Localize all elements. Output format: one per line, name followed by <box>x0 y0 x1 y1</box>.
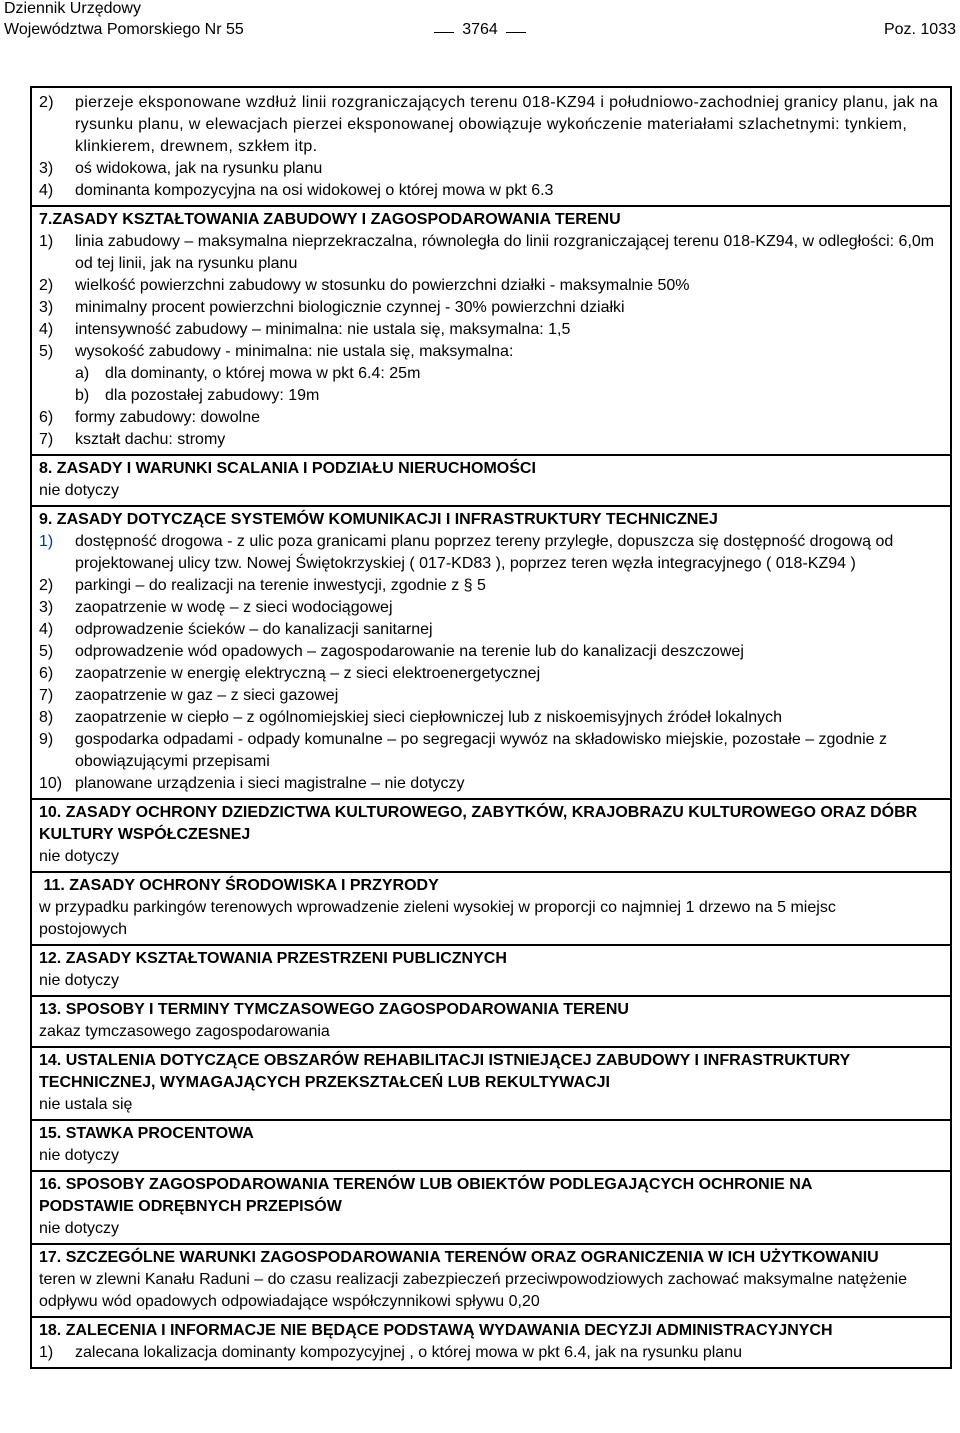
section-6-continued <box>30 86 952 207</box>
list-item: 5) odprowadzenie wód opadowych – zagospodarowanie na terenie lub do kanalizacji deszczowej <box>39 643 744 660</box>
section-13 <box>30 995 952 1048</box>
section-title: 14. USTALENIA DOTYCZĄCE OBSZARÓW REHABILITACJI ISTNIEJĄCEJ ZABUDOWY I INFRASTRUKTURY TECHNICZNEJ, WYMAGAJĄCYCH PRZEKSZTAŁCEŃ LUB REKULTYWACJI <box>39 1052 850 1091</box>
list-item: 4) odprowadzenie ścieków – do kanalizacji sanitarnej <box>39 621 433 638</box>
section-title: 9. ZASADY DOTYCZĄCE SYSTEMÓW KOMUNIKACJI I INFRASTRUKTURY TECHNICZNEJ <box>39 511 718 528</box>
position-number: Poz. 1033 <box>883 21 956 38</box>
section-12 <box>30 944 952 997</box>
list-item: 3) minimalny procent powierzchni biologicznie czynnej - 30% powierzchni działki <box>39 299 625 316</box>
journal-name: Dziennik Urzędowy <box>4 0 141 17</box>
list-item: 1) dostępność drogowa - z ulic poza granicami planu poprzez tereny przyległe, dopuszcza się dostępność drogową od projektowanej ulicy tzw. Nowej Świętokrzyskiej ( 017-KD83 ), poprzez teren węzła integracyjnego ( 018-KZ94 ) <box>39 533 894 572</box>
section-body: nie dotyczy <box>39 482 120 499</box>
section-body: nie dotyczy <box>39 972 120 989</box>
section-body: nie dotyczy <box>39 848 120 865</box>
list-item: 9) gospodarka odpadami - odpady komunalne – po segregacji wywóz na składowisko miejskie, pozostałe – zgodnie z obowiązującymi przepisami <box>39 731 888 770</box>
section-body: nie dotyczy <box>39 1147 120 1164</box>
list-item: 1) linia zabudowy – maksymalna nieprzekraczalna, równoległa do linii rozgraniczającej terenu 018-KZ94, w odległości: 6,0m od tej linii, jak na rysunku planu <box>39 233 935 272</box>
page-number: 3764 <box>420 21 540 39</box>
section-title: 17. SZCZEGÓLNE WARUNKI ZAGOSPODAROWANIA TERENÓW ORAZ OGRANICZENIA W ICH UŻYTKOWANIU <box>39 1249 879 1266</box>
sub-item: a) dla dominanty, o której mowa w pkt 6.4: 25m <box>75 365 421 382</box>
document-body <box>30 88 952 1369</box>
section-title: 7.ZASADY KSZTAŁTOWANIA ZABUDOWY I ZAGOSPODAROWANIA TERENU <box>39 211 621 228</box>
section-8 <box>30 454 952 507</box>
section-7 <box>30 205 952 456</box>
section-body: zakaz tymczasowego zagospodarowania <box>39 1023 330 1040</box>
list-item: 3) zaopatrzenie w wodę – z sieci wodociągowej <box>39 599 393 616</box>
section-body: teren w zlewni Kanału Raduni – do czasu realizacji zabezpieczeń przeciwpowodziowych zachować maksymalne natężenie odpływu wód opadowych odpowiadające współczynnikowi spływu 0,20 <box>39 1271 908 1310</box>
section-title: 8. ZASADY I WARUNKI SCALANIA I PODZIAŁU NIERUCHOMOŚCI <box>39 460 536 477</box>
list-item: 8) zaopatrzenie w ciepło – z ogólnomiejskiej sieci ciepłowniczej lub z niskoemisyjnych źródeł lokalnych <box>39 709 782 726</box>
section-11 <box>30 871 952 946</box>
section-15 <box>30 1119 952 1172</box>
section-title: 12. ZASADY KSZTAŁTOWANIA PRZESTRZENI PUBLICZNYCH <box>39 950 507 967</box>
list-item: 6) formy zabudowy: dowolne <box>39 409 260 426</box>
section-16 <box>30 1170 952 1245</box>
list-item: 7) kształt dachu: stromy <box>39 431 226 448</box>
list-item: 2) parkingi – do realizacji na terenie inwestycji, zgodnie z § 5 <box>39 577 486 594</box>
list-item: 4) intensywność zabudowy – minimalna: nie ustala się, maksymalna: 1,5 <box>39 321 571 338</box>
section-10 <box>30 798 952 873</box>
section-14 <box>30 1046 952 1121</box>
list-item: 6) zaopatrzenie w energię elektryczną – z sieci elektroenergetycznej <box>39 665 541 682</box>
sub-item: b) dla pozostałej zabudowy: 19m <box>75 387 320 404</box>
page-header <box>0 0 960 44</box>
list-item: 2) pierzeje eksponowane wzdłuż linii rozgraniczających terenu 018-KZ94 i południowo-zachodniej granicy planu, jak na rysunku planu, w elewacjach pierzei eksponowanej obowiązuje wykończenie materiałami szlachetnymi: tynkiem, klinkierem, drewnem, szkłem itp. <box>39 94 939 155</box>
list-item: 10) planowane urządzenia i sieci magistralne – nie dotyczy <box>39 775 465 792</box>
section-body: nie dotyczy <box>39 1220 120 1237</box>
section-9 <box>30 505 952 800</box>
section-body: nie ustala się <box>39 1096 133 1113</box>
section-title: 10. ZASADY OCHRONY DZIEDZICTWA KULTUROWEGO, ZABYTKÓW, KRAJOBRAZU KULTUROWEGO ORAZ DÓBR KULTURY WSPÓŁCZESNEJ <box>39 804 918 843</box>
list-item: 3) oś widokowa, jak na rysunku planu <box>39 160 323 177</box>
section-title: 16. SPOSOBY ZAGOSPODAROWANIA TERENÓW LUB OBIEKTÓW PODLEGAJĄCYCH OCHRONIE NA PODSTAWIE ODRĘBNYCH PRZEPISÓW <box>39 1176 812 1215</box>
list-item: 4) dominanta kompozycyjna na osi widokowej o której mowa w pkt 6.3 <box>39 182 554 199</box>
section-17 <box>30 1243 952 1318</box>
section-18 <box>30 1316 952 1369</box>
section-title: 18. ZALECENIA I INFORMACJE NIE BĘDĄCE PODSTAWĄ WYDAWANIA DECYZJI ADMINISTRACYJNYCH <box>39 1322 833 1339</box>
journal-issue: Województwa Pomorskiego Nr 55 <box>4 21 244 38</box>
section-title: 13. SPOSOBY I TERMINY TYMCZASOWEGO ZAGOSPODAROWANIA TERENU <box>39 1001 629 1018</box>
list-item: 5) wysokość zabudowy - minimalna: nie ustala się, maksymalna: <box>39 343 514 360</box>
section-body: w przypadku parkingów terenowych wprowadzenie zieleni wysokiej w proporcji co najmniej 1 drzewo na 5 miejsc postojowych <box>39 899 836 938</box>
list-item: 2) wielkość powierzchni zabudowy w stosunku do powierzchni działki - maksymalnie 50% <box>39 277 690 294</box>
section-title: 11. ZASADY OCHRONY ŚRODOWISKA I PRZYRODY <box>39 877 439 894</box>
list-item: 1) zalecana lokalizacja dominanty kompozycyjnej , o której mowa w pkt 6.4, jak na rysunku planu <box>39 1344 742 1361</box>
list-item: 7) zaopatrzenie w gaz – z sieci gazowej <box>39 687 339 704</box>
section-title: 15. STAWKA PROCENTOWA <box>39 1125 254 1142</box>
